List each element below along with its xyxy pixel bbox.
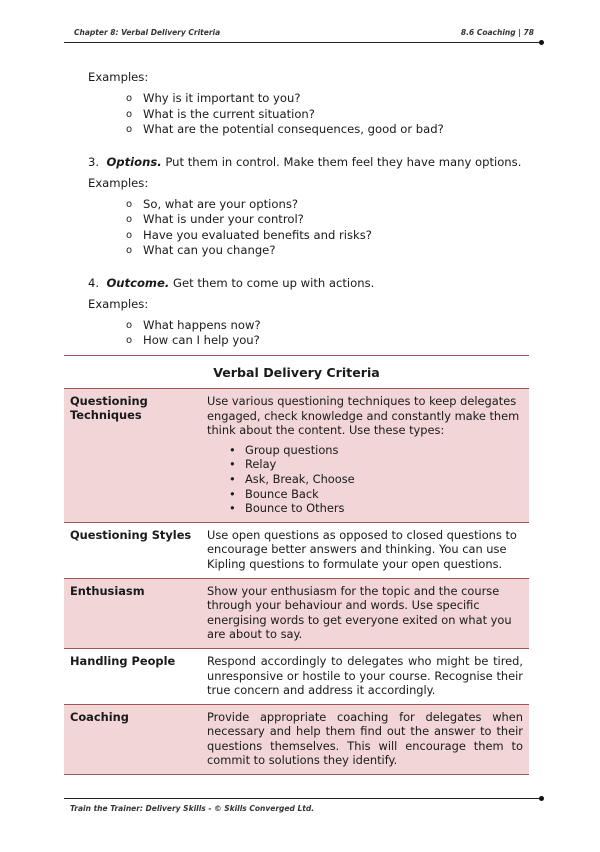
examples-label: Examples: [88,296,149,311]
row-label: Coaching [70,709,129,724]
bullet-glyph: o [126,214,133,225]
table-row [64,523,529,579]
bullet-glyph: o [126,335,133,346]
row-description: Respond accordingly to delegates who might be tired, unresponsive or hostile to your course. Recognise their true concern and address it accordingly. [207,653,523,698]
bullet-glyph: o [126,93,133,104]
chapter-title: Chapter 8: Verbal Delivery Criteria [74,28,221,37]
list-item: o Have you evaluated benefits and risks? [126,227,372,242]
row-description: Use open questions as opposed to closed questions to encourage better answers and thinking. You can use Kipling questions to formulate your open questions. [207,527,517,571]
row-label: Handling People [70,653,176,668]
point-options: 3. Options. Put them in control. Make them feel they have many options. [88,154,522,169]
header-rule [64,42,542,43]
bullet-glyph: o [126,229,133,241]
example-list-1 [88,91,548,138]
footer-rule-dot [539,796,544,801]
examples-label: Examples: [88,70,149,84]
bullet-glyph: o [126,198,133,210]
list-item: o What is under your control? [126,212,304,226]
list-item: • Bounce to Others [229,501,523,516]
bullet-glyph: o [126,124,133,135]
list-item: o Why is it important to you? [126,91,301,105]
list-item: • Bounce Back [229,487,523,502]
row-label: Enthusiasm [70,583,145,598]
point-outcome: 4. Outcome. Get them to come up with actions. [88,275,375,290]
row-description: Provide appropriate coaching for delegates when necessary and help them find out the answer to their questions themselves. This will encourage them to commit to solutions they identify. [207,709,523,768]
row-label: Questioning Styles [70,527,192,542]
row-description: Show your enthusiasm for the topic and the course through your behaviour and words. Use specific energising words to get everyone exited on what you are about to say. [207,583,512,642]
list-item: • Group questions [229,443,523,458]
table-row [64,649,529,705]
list-item: o So, what are your options? [126,196,299,211]
table-row [64,389,529,523]
page-body [88,70,548,366]
list-item: o What happens now? [126,317,261,332]
bullet-glyph: o [126,108,133,120]
term-options: Options. [106,154,162,169]
table-title: Verbal Delivery Criteria [64,356,529,389]
criteria-table [64,355,529,775]
page-header [74,28,538,42]
list-item: • Ask, Break, Choose [229,472,523,487]
term-outcome: Outcome. [106,275,170,290]
list-item: o What are the potential consequences, good or bad? [126,122,444,136]
section-page-number: 8.6 Coaching | 78 [460,28,534,37]
list-item: o What is the current situation? [126,106,315,121]
examples-label: Examples: [88,175,149,190]
row-label: Questioning Techniques [70,394,148,422]
example-list-2 [88,197,548,259]
footer-rule [64,798,542,799]
table-row [64,705,529,775]
row-description: Use various questioning techniques to keep delegates engaged, check knowledge and constantly make them think about the content. Use these types: • Group questions • Relay • Ask, Break, Choose • Bounce Back • Bounce to Others [203,389,529,522]
list-item: o What can you change? [126,243,276,257]
question-types-list [207,443,523,516]
list-item: o How can I help you? [126,333,260,347]
bullet-glyph: o [126,245,133,256]
header-rule-dot [539,40,544,45]
table-row [64,579,529,649]
page-footer: Train the Trainer: Delivery Skills - © Skills Converged Ltd. [70,804,315,813]
example-list-3 [88,318,548,349]
list-item: • Relay [229,457,523,472]
bullet-glyph: o [126,319,133,331]
